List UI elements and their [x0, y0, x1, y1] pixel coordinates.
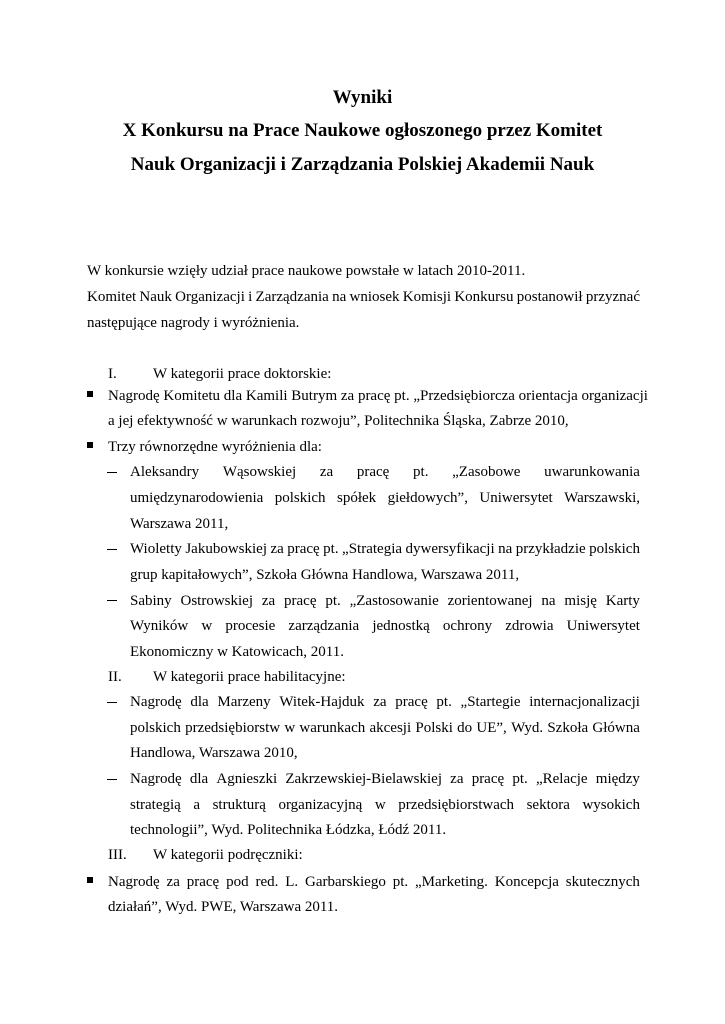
word: a: [193, 797, 201, 813]
bullet-icon: [87, 391, 93, 397]
word: Szkoła: [547, 720, 589, 736]
word: za: [373, 694, 387, 710]
word: skutecznych: [565, 874, 640, 890]
intro-line-3: następujące nagrody i wyróżnienia.: [87, 315, 300, 331]
word: pracę: [356, 464, 390, 480]
word: misję: [564, 593, 597, 609]
bullet-icon: [87, 442, 93, 448]
habilitation-2-line-2: [130, 798, 640, 813]
word: ochrony: [442, 618, 493, 634]
word: Polski: [415, 720, 453, 736]
word: pracę: [284, 593, 317, 609]
award-line-1: Nagrodę Komitetu dla Kamili Butrym za pracę pt. „Przedsiębiorcza orientacja organizacji: [108, 388, 648, 404]
word: Wioletty: [130, 541, 182, 557]
word: Witek-Hajduk: [279, 694, 365, 710]
word: wniosek: [349, 289, 400, 305]
distinctions-heading: Trzy równorzędne wyróżnienia dla:: [108, 439, 322, 455]
dash-icon: [107, 702, 117, 703]
word: na: [541, 593, 556, 609]
word: jednostką: [372, 618, 430, 634]
word: procesie: [225, 618, 276, 634]
word: Jakubowskiej: [185, 541, 268, 557]
word: przedsiębiorstw: [185, 720, 281, 736]
word: Wyników: [130, 618, 189, 634]
section-3-numeral: III.: [108, 847, 127, 863]
textbook-line-2: działań”, Wyd. PWE, Warszawa 2011.: [108, 899, 339, 915]
word: przedsiębiorstwach: [398, 797, 515, 813]
word: Aleksandry: [130, 464, 200, 480]
word: Warszawski,: [564, 490, 640, 506]
dash-icon: [107, 600, 117, 601]
word: akcesji: [369, 720, 412, 736]
word: dywersyfikacji: [405, 541, 495, 557]
word: red.: [255, 874, 279, 890]
section-1-numeral: I.: [108, 366, 117, 382]
word: „Relacje: [535, 771, 588, 787]
word: Zakrzewskiej-Bielawskiej: [285, 771, 442, 787]
intro-line-1: W konkursie wzięły udział prace naukowe powstałe w latach 2010-2011.: [87, 263, 526, 279]
word: polskich: [589, 541, 640, 557]
word: Uniwersytet: [566, 618, 640, 634]
word: w: [374, 797, 386, 813]
word: uwarunkowania: [544, 464, 640, 480]
habilitation-2-line-1: [130, 772, 640, 787]
word: polskich: [130, 720, 181, 736]
word: Agnieszki: [216, 771, 278, 787]
word: organizacyjną: [278, 797, 363, 813]
word: za: [261, 593, 276, 609]
word: Sabiny: [130, 593, 172, 609]
word: „Zastosowanie: [349, 593, 439, 609]
award-line-2: a jej efektywność w warunkach rozwoju”, Politechnika Śląska, Zabrze 2010,: [108, 413, 569, 429]
distinction-1-line-1: [130, 465, 640, 480]
word: dla: [189, 771, 209, 787]
word: Komisji: [402, 289, 452, 305]
word: za: [270, 541, 284, 557]
distinction-3-line-2: [130, 619, 640, 634]
section-2-heading: W kategorii prace habilitacyjne:: [153, 669, 346, 685]
word: pt.: [392, 874, 409, 890]
word: „Marketing.: [415, 874, 488, 890]
word: Karty: [605, 593, 640, 609]
distinction-2-line-2: grup kapitałowych”, Szkoła Główna Handlowa, Warszawa 2011,: [130, 567, 520, 583]
word: UE”,: [476, 720, 507, 736]
section-3-heading: W kategorii podręczniki:: [153, 847, 303, 863]
word: za: [319, 464, 334, 480]
word: pracę: [287, 541, 320, 557]
word: umiędzynarodowienia: [130, 490, 264, 506]
word: dla: [190, 694, 209, 710]
word: zorientowanej: [447, 593, 533, 609]
word: Nauk: [139, 289, 172, 305]
word: za: [450, 771, 464, 787]
word: pracę: [395, 694, 428, 710]
intro-line-2: [87, 290, 640, 305]
word: „Startegie: [460, 694, 521, 710]
word: wysokich: [582, 797, 640, 813]
word: na: [498, 541, 513, 557]
distinction-3-line-3: Ekonomiczny w Katowicach, 2011.: [130, 644, 344, 660]
dash-icon: [107, 472, 117, 473]
word: Główna: [592, 720, 640, 736]
word: za: [166, 874, 180, 890]
habilitation-1-line-2: [130, 721, 640, 736]
word: strukturą: [212, 797, 266, 813]
word: postanowił: [516, 289, 583, 305]
word: Konkursu: [454, 289, 514, 305]
word: zdrowia: [505, 618, 554, 634]
word: pt.: [413, 464, 429, 480]
word: do: [457, 720, 473, 736]
word: Marzeny: [217, 694, 271, 710]
word: przyznać: [585, 289, 640, 305]
word: strategią: [130, 797, 181, 813]
word: spółek: [336, 490, 377, 506]
distinction-1-line-2: [130, 491, 640, 506]
word: Wąsowskiej: [222, 464, 297, 480]
word: Nagrodę: [130, 694, 182, 710]
word: Uniwersytet: [479, 490, 553, 506]
word: internacjonalizacji: [529, 694, 640, 710]
word: Komitet: [87, 289, 137, 305]
word: między: [595, 771, 640, 787]
section-2-numeral: II.: [108, 669, 122, 685]
word: przykładzie: [515, 541, 586, 557]
word: pt.: [323, 541, 339, 557]
word: w: [284, 720, 296, 736]
word: Nagrodę: [108, 874, 160, 890]
word: pt.: [436, 694, 452, 710]
document-subtitle-line-2: Nauk Organizacji i Zarządzania Polskiej Akademii Nauk: [130, 154, 595, 175]
document-title: Wyniki: [332, 87, 393, 108]
word: pt.: [512, 771, 528, 787]
word: Wyd.: [511, 720, 544, 736]
dash-icon: [107, 549, 117, 550]
dash-icon: [107, 779, 117, 780]
habilitation-1-line-3: Handlowa, Warszawa 2010,: [130, 745, 298, 761]
word: Garbarskiego: [305, 874, 386, 890]
habilitation-2-line-3: technologii”, Wyd. Politechnika Łódzka, Łódź 2011.: [130, 822, 447, 838]
distinction-1-line-3: Warszawa 2011,: [130, 516, 229, 532]
distinction-2-line-1: [130, 542, 640, 557]
habilitation-1-line-1: [130, 695, 640, 710]
word: w: [201, 618, 213, 634]
section-1-heading: W kategorii prace doktorskie:: [153, 366, 332, 382]
word: Organizacji: [175, 289, 245, 305]
word: pracę: [186, 874, 220, 890]
word: Koncepcja: [494, 874, 559, 890]
word: polskich: [274, 490, 326, 506]
word: sektora: [526, 797, 570, 813]
word: L.: [285, 874, 299, 890]
distinction-3-line-1: [130, 594, 640, 609]
word: Nagrodę: [130, 771, 182, 787]
word: na: [332, 289, 347, 305]
word: warunkach: [299, 720, 366, 736]
word: „Zasobowe: [452, 464, 521, 480]
word: pracę: [471, 771, 505, 787]
word: „Strategia: [342, 541, 403, 557]
word: pt.: [325, 593, 341, 609]
word: giełdowych”,: [387, 490, 468, 506]
word: pod: [226, 874, 249, 890]
document-subtitle-line-1: X Konkursu na Prace Naukowe ogłoszonego przez Komitet: [122, 120, 603, 141]
bullet-icon: [87, 877, 93, 883]
textbook-line-1: [108, 875, 640, 890]
word: zarządzania: [288, 618, 360, 634]
word: Ostrowskiej: [180, 593, 254, 609]
word: i: [248, 289, 253, 305]
word: Zarządzania: [255, 289, 329, 305]
